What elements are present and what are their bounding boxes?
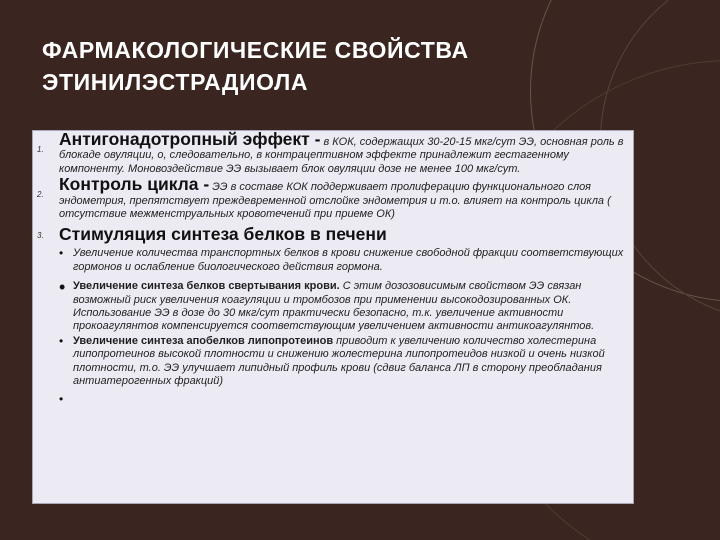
bullet-item — [59, 247, 627, 274]
bullet-text: Увеличение синтеза апобелков липопротеинов приводит к увеличению количество холестерина липопротеинов высокой плотности и снижению жолестерина липопротеидов низкой и очень низкой плотности, т.о. ЭЭ улучшает липидный профиль крови (сдвиг баланса ЛП в сторону преобладания антиатерогенных фракций) — [73, 334, 605, 388]
item-paragraph — [59, 174, 627, 221]
item-number: 2. — [37, 190, 44, 200]
list-item — [37, 223, 627, 405]
item-heading: Стимуляция синтеза белков в печени — [59, 224, 387, 245]
item-body — [59, 130, 627, 176]
item-number: 1. — [37, 145, 44, 154]
bullet-dot-icon: • — [59, 246, 64, 261]
item-heading: Антигонадотропный эффект - — [59, 130, 321, 149]
item-heading: Контроль цикла - — [59, 174, 210, 195]
title-line-1: ФАРМАКОЛОГИЧЕСКИЕ СВОЙСТВА — [42, 37, 469, 63]
list-item — [37, 174, 627, 221]
bullet-text: Увеличение синтеза белков свертывания крови. С этим дозозовисимым свойством ЭЭ связан возможный риск увеличения коагуляции и тромбозов при применении высокодозированных ОК. Использование ЭЭ в дозе до 30 мкг/сут практически безопасно, т.к. увеличение активности прокоагулянтов компенсируется соответствующим увеличением активности антикоагулянтов. — [73, 280, 595, 333]
item-paragraph — [59, 130, 627, 176]
bullet-dot-icon: • — [59, 333, 64, 348]
slide-title — [42, 34, 642, 98]
bullet-item — [59, 393, 627, 406]
bullet-text: Увеличение количества транспортных белков в крови снижение свободной фракции соответствующих гормонов и ослабление биологического действия гормона. — [73, 247, 624, 273]
bullet-dot-icon: • — [59, 391, 64, 406]
item-body — [59, 174, 627, 221]
item-text: в КОК, содержащих 30-20-15 мкг/сут ЭЭ, основная роль в блокаде овуляции, о, следовательно, в контрацептивном эффекте принадлежит гестагенному компоненту. Моновоздействие ЭЭ вызывает блок овуляции дозе не менее 100 мкг/сут. — [59, 136, 624, 175]
bullet-item — [59, 335, 627, 389]
item-number: 3. — [37, 231, 44, 241]
item-text: ЭЭ в составе КОК поддерживает пролиферацию функционального слоя эндометрия, препятствует преждевременной отслойке эндометрия и т.о. влияет на контроль цикла ( отсутствие межменструальных кровотечений при приеме ОК) — [59, 181, 611, 221]
bullet-dot-icon: • — [59, 277, 66, 298]
list-item — [37, 130, 627, 176]
title-line-2: ЭТИНИЛЭСТРАДИОЛА — [42, 69, 309, 95]
bullet-item — [59, 277, 627, 334]
content-panel — [32, 130, 634, 504]
item-body — [59, 223, 627, 405]
